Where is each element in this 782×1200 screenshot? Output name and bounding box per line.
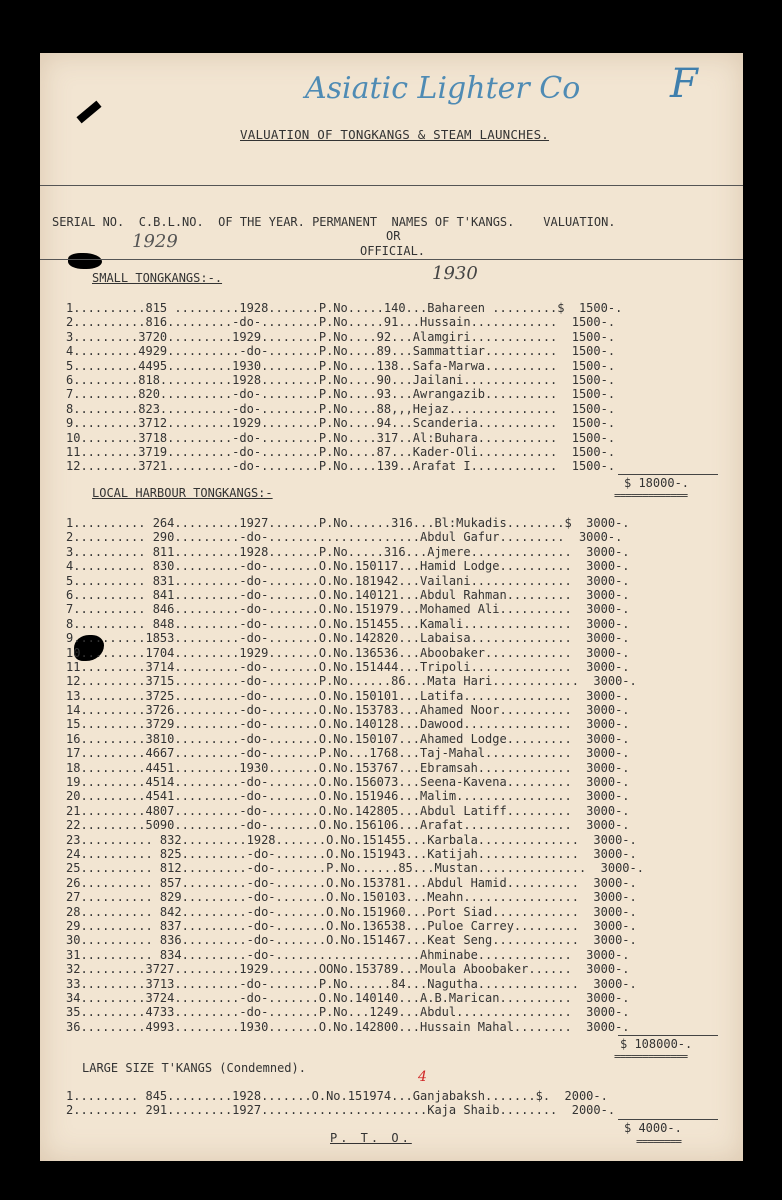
table-row: 33.........3713.........-do-.......P.No......84...Nagutha.............. 3000-. (66, 976, 637, 991)
table-row: 35.........4733.........-do-.......P.No...1249...Abdul................ 3000-. (66, 1005, 630, 1020)
table-row: 12.........3715.........-do-.......P.No......86...Mata Hari............ 3000-. (66, 674, 637, 689)
small-tongkangs-list (66, 301, 726, 474)
total-rule-large (618, 1119, 718, 1120)
table-row: 9..........1853.........-do-.......O.No.142820...Labaisa.............. 3000-. (66, 631, 630, 646)
red-handwritten-mark: 4 (418, 1069, 427, 1085)
table-row: 30.......... 836.........-do-.......O.No.151467...Keat Seng............ 3000-. (66, 933, 637, 948)
table-row: 26.......... 857.........-do-.......O.No.153781...Abdul Hamid.......... 3000-. (66, 875, 637, 890)
table-row: 5.........4495.........1930........P.No....138..Safa-Marwa.......... 1500-. (66, 358, 616, 373)
section-heading-small: SMALL TONGKANGS:-. (92, 271, 223, 285)
table-row: 27.......... 829.........-do-.......O.No.150103...Meahn................ 3000-. (66, 890, 637, 905)
column-header-official: OFFICIAL. (360, 244, 426, 258)
section-heading-local: LOCAL HARBOUR TONGKANGS:- (92, 486, 273, 500)
table-row: 13.........3725.........-do-.......O.No.150101...Latifa............... 3000-. (66, 688, 630, 703)
table-row: 17.........4667.........-do-.......P.No...1768...Taj-Mahal............ 3000-. (66, 746, 630, 761)
total-local: $ 108000-. (620, 1037, 693, 1051)
table-row: 5.......... 831.........-do-.......O.No.181942...Vailani.............. 3000-. (66, 573, 630, 588)
header-rule-bottom (40, 259, 743, 260)
header-rule-top (40, 185, 743, 186)
table-row: 6.......... 841.........-do-.......O.No.140121...Abdul Rahman......... 3000-. (66, 587, 630, 602)
table-row: 9.........3712.........1929........P.No....94...Scanderia........... 1500-. (66, 416, 616, 431)
table-row: 19.........4514.........-do-.......O.No.156073...Seena-Kavena......... 3000-. (66, 775, 630, 790)
table-row: 21.........4807.........-do-.......O.No.142805...Abdul Latiff......... 3000-. (66, 803, 630, 818)
section-heading-large: LARGE SIZE T'KANGS (Condemned). (82, 1061, 306, 1075)
table-row: 11........3719.........-do-........P.No....87...Kader-Oli........... 1500-. (66, 444, 616, 459)
table-row: 1..........815 .........1928.......P.No.....140...Bahareen .........$ 1500-. (66, 301, 623, 315)
double-rule-local: ============= (614, 1050, 688, 1063)
table-row: 1......... 845.........1928.......O.No.151974...Ganjabaksh.......$. 2000-. (66, 1089, 608, 1103)
table-row: 1.......... 264.........1927.......P.No......316...Bl:Mukadis........$ 3000-. (66, 516, 630, 530)
table-row: 15.........3729.........-do-.......O.No.140128...Dawood............... 3000-. (66, 717, 630, 732)
table-row: 14.........3726.........-do-.......O.No.153783...Ahamed Noor.......... 3000-. (66, 703, 630, 718)
table-row: 7.........820..........-do-........P.No....93...Awrangazib.......... 1500-. (66, 387, 616, 402)
table-row: 16.........3810.........-do-.......O.No.150107...Ahamed Lodge......... 3000-. (66, 731, 630, 746)
page-turn-note: P. T. O. (330, 1131, 412, 1145)
table-row: 10........3718.........-do-........P.No....317..Al:Buhara........... 1500-. (66, 430, 616, 445)
local-tongkangs-list (66, 516, 726, 1034)
column-header-or: OR (386, 229, 401, 243)
handwritten-year-1930: 1930 (432, 263, 478, 284)
table-row: 6.........818..........1928........P.No....90...Jailani............. 1500-. (66, 372, 616, 387)
table-row: 24.......... 825.........-do-.......O.No.151943...Katijah.............. 3000-. (66, 846, 637, 861)
large-tongkangs-list (66, 1089, 726, 1118)
paper-tear-top-left (76, 101, 101, 124)
table-row: 3.......... 811.........1928.......P.No.....316...Ajmere.............. 3000-. (66, 544, 630, 559)
table-row: 12........3721.........-do-........P.No....139..Arafat I............ 1500-. (66, 459, 616, 474)
double-rule-large: ======== (636, 1135, 681, 1148)
table-row: 32.........3727.........1929.......OONo.153789...Moula Aboobaker...... 3000-. (66, 962, 630, 977)
table-row: 34.........3724.........-do-.......O.No.140140...A.B.Marican.......... 3000-. (66, 990, 630, 1005)
table-row: 10.........1704.........1929.......O.No.136536...Aboobaker............ 3000-. (66, 645, 630, 660)
total-rule-local (618, 1035, 718, 1036)
table-row: 36.........4993.........1930.......O.No.142800...Hussain Mahal........ 3000-. (66, 1019, 630, 1034)
table-row: 8.......... 848.........-do-.......O.No.151455...Kamali............... 3000-. (66, 616, 630, 631)
total-rule-small (618, 474, 718, 475)
table-row: 2..........816.........-do-........P.No.....91...Hussain............ 1500-. (66, 315, 616, 330)
table-row: 28.......... 842.........-do-.......O.No.151960...Port Siad............ 3000-. (66, 904, 637, 919)
table-row: 4.......... 830.........-do-.......O.No.150117...Hamid Lodge.......... 3000-. (66, 559, 630, 574)
table-row: 11.........3714.........-do-.......O.No.151444...Tripoli.............. 3000-. (66, 659, 630, 674)
handwritten-year-1929: 1929 (132, 231, 178, 252)
document-title: VALUATION OF TONGKANGS & STEAM LAUNCHES. (240, 127, 550, 142)
table-row: 25.......... 812.........-do-.......P.No......85...Mustan............... 3000-. (66, 861, 644, 876)
table-row: 3.........3720.........1929........P.No....92...Alamgiri............ 1500-. (66, 329, 616, 344)
table-row: 2.......... 290.........-do-.....................Abdul Gafur......... 3000-. (66, 530, 623, 545)
table-row: 7.......... 846.........-do-.......O.No.151979...Mohamed Ali.......... 3000-. (66, 602, 630, 617)
table-row: 2......... 291.........1927.......................Kaja Shaib........ 2000-. (66, 1103, 616, 1118)
handwritten-letter: F (670, 61, 698, 107)
document-page (40, 53, 743, 1161)
column-header-line1: SERIAL NO. C.B.L.NO. OF THE YEAR. PERMANENT NAMES OF T'KANGS. VALUATION. (52, 215, 616, 229)
table-row: 23.......... 832.........1928.......O.No.151455...Karbala.............. 3000-. (66, 832, 637, 847)
table-row: 31.......... 834.........-do-....................Ahminabe............. 3000-. (66, 947, 630, 962)
table-row: 29.......... 837.........-do-.......O.No.136538...Puloe Carrey......... 3000-. (66, 918, 637, 933)
table-row: 20.........4541.........-do-.......O.No.151946...Malim................ 3000-. (66, 789, 630, 804)
double-rule-small: ============= (614, 489, 688, 502)
total-small: $ 18000-. (624, 476, 690, 490)
total-large: $ 4000-. (624, 1121, 682, 1135)
table-row: 4.........4929..........-do-.......P.No....89...Sammattiar.......... 1500-. (66, 344, 616, 359)
table-row: 22.........5090.........-do-.......O.No.156106...Arafat............... 3000-. (66, 818, 630, 833)
paper-hole-left (68, 253, 102, 269)
table-row: 18.........4451.........1930.......O.No.153767...Ebramsah............. 3000-. (66, 760, 630, 775)
table-row: 8.........823..........-do-........P.No....88,,,Hejaz............... 1500-. (66, 401, 616, 416)
handwritten-company: Asiatic Lighter Co (305, 71, 581, 106)
